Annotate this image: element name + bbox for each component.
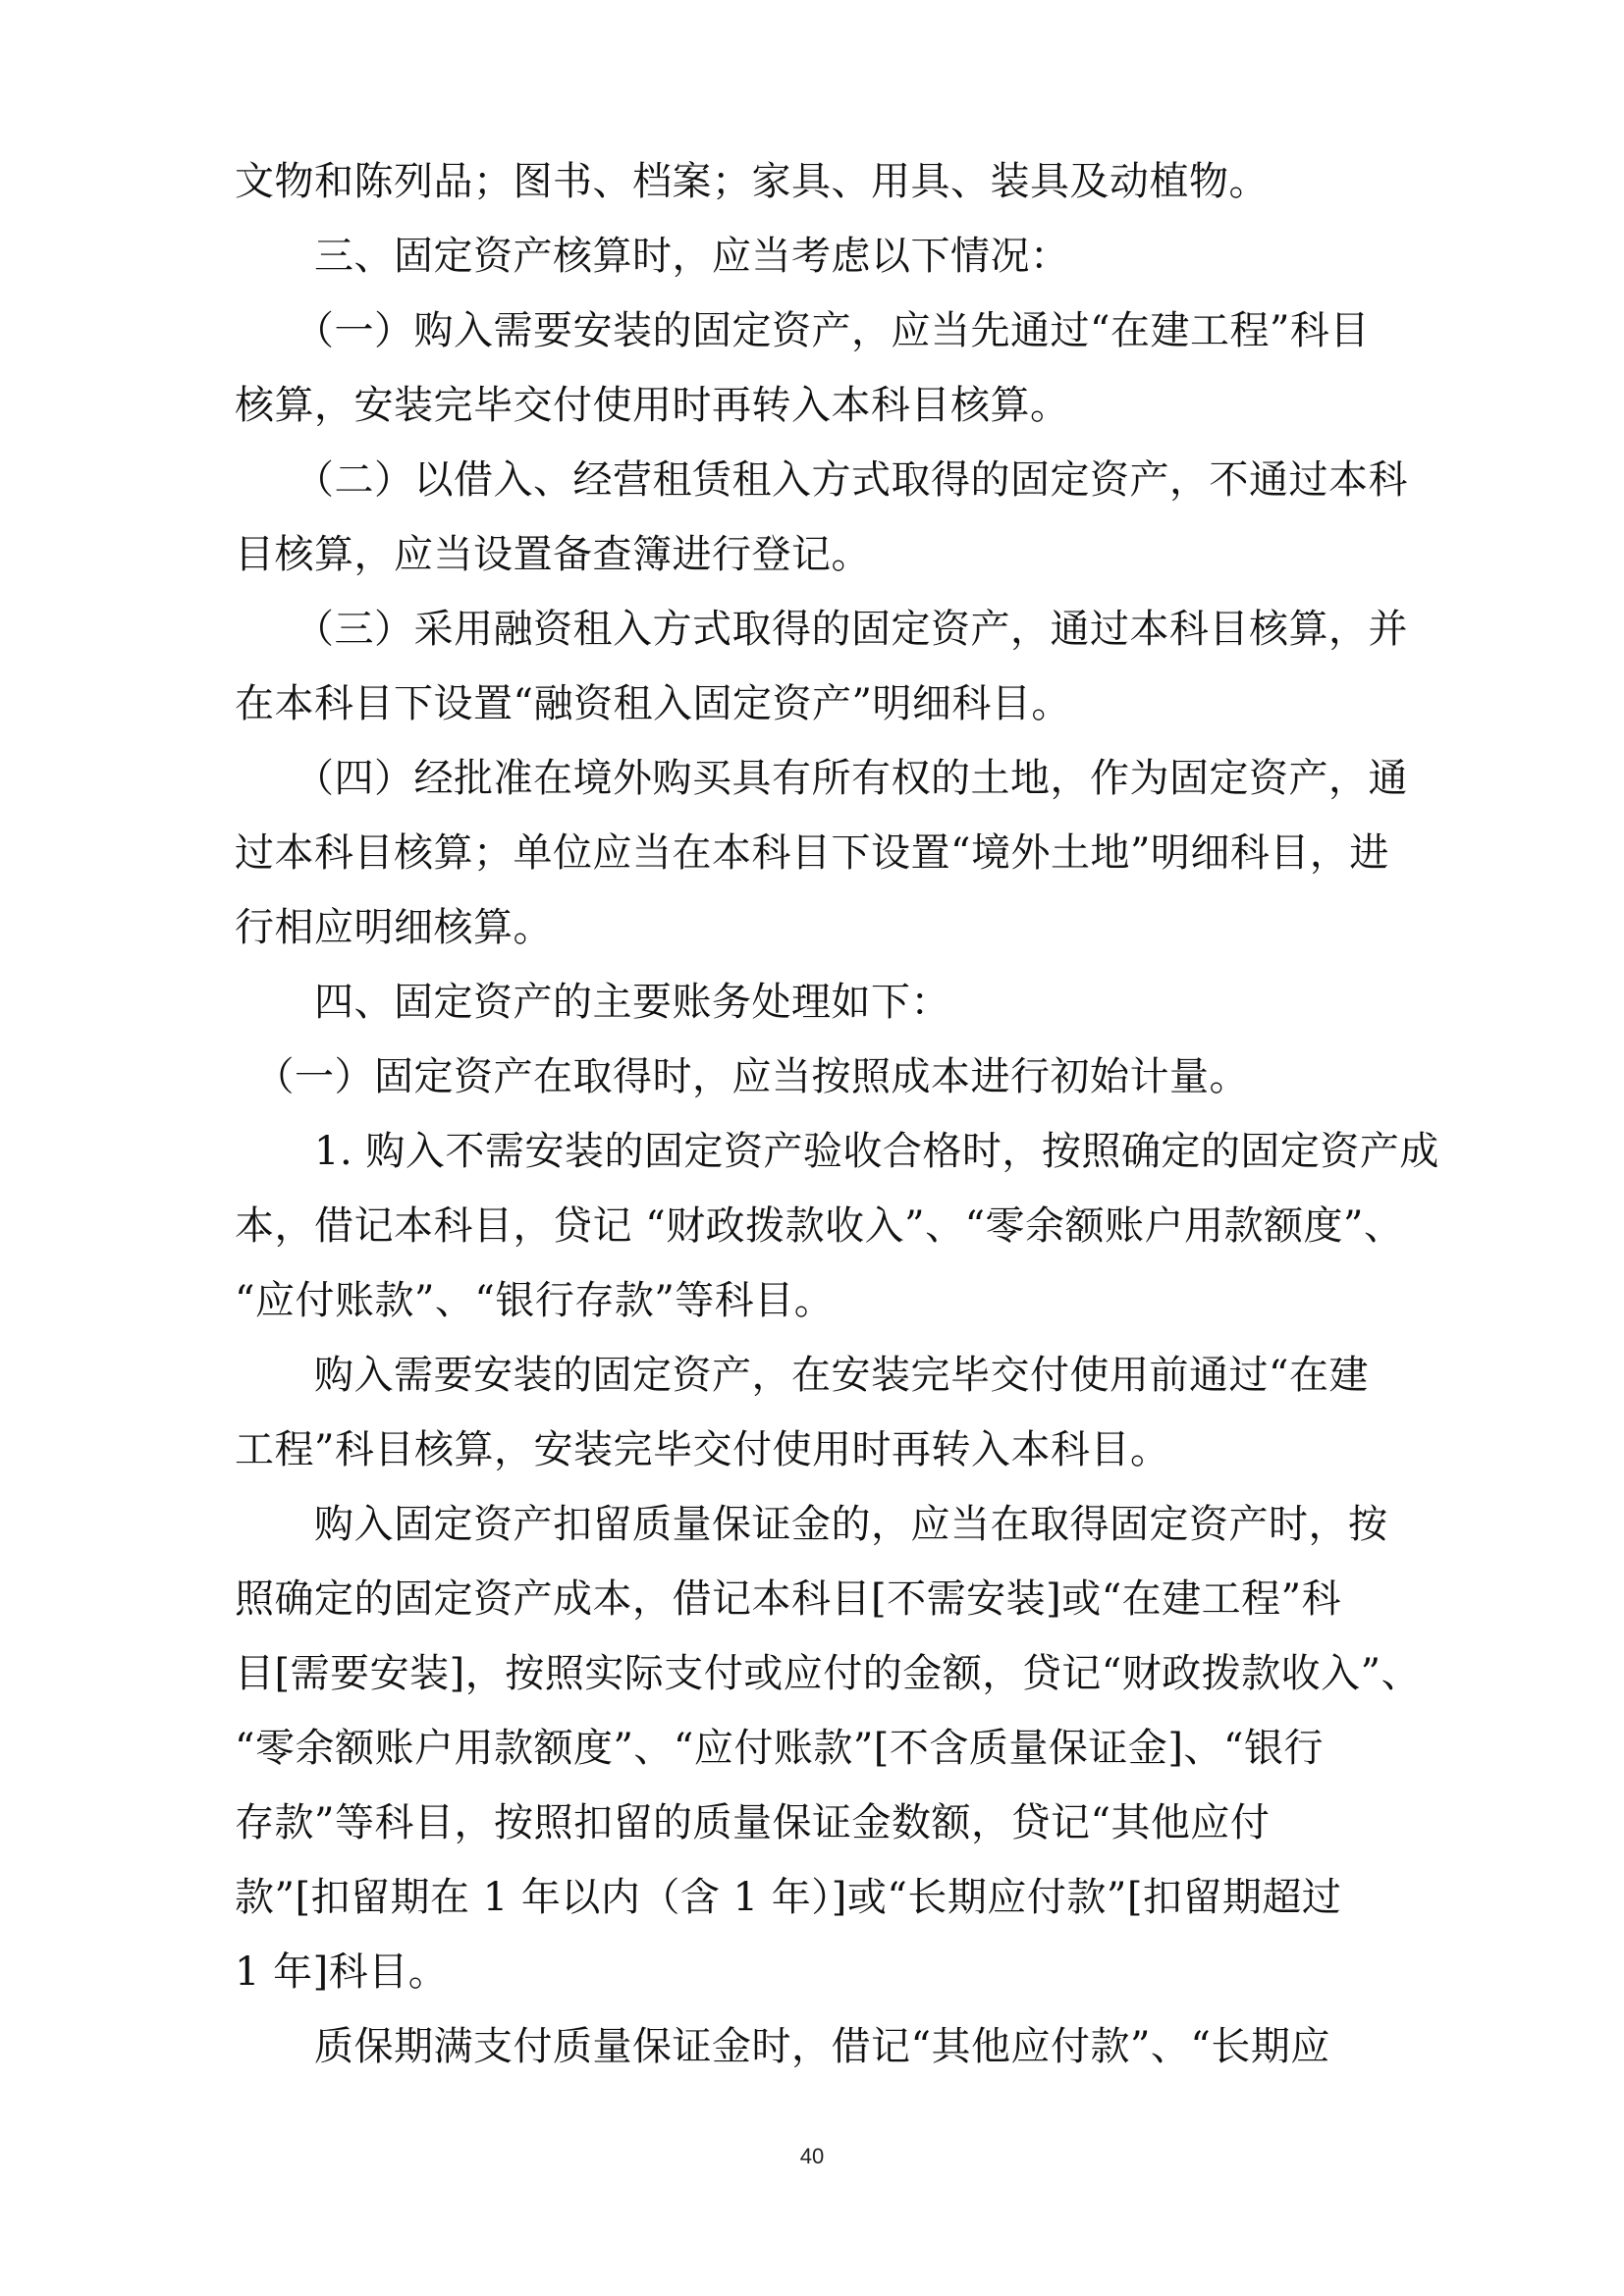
text-line: 四、固定资产的主要账务处理如下：: [235, 980, 950, 1025]
text-line: 核算，安装完毕交付使用时再转入本科目核算。: [235, 383, 1070, 428]
text-line: 行相应明细核算。: [235, 905, 553, 950]
text-line: （二）以借入、经营租赁租入方式取得的固定资产，不通过本科: [235, 457, 1408, 503]
text-line: （一）固定资产在取得时，应当按照成本进行初始计量。: [235, 1054, 1249, 1099]
text-line: 1 年]科目。: [235, 1949, 449, 1995]
text-line: （三）采用融资租入方式取得的固定资产，通过本科目核算，并: [235, 607, 1408, 652]
text-line: 款”[扣留期在 1 年以内（含 1 年）]或“长期应付款”[扣留期超过: [235, 1875, 1342, 1920]
text-line: 目核算，应当设置备查簿进行登记。: [235, 532, 871, 577]
text-line: 存款”等科目，按照扣留的质量保证金数额，贷记“其他应付: [235, 1800, 1271, 1845]
text-line: 照确定的固定资产成本，借记本科目[不需安装]或“在建工程”科: [235, 1576, 1342, 1622]
text-line: （一）购入需要安装的固定资产，应当先通过“在建工程”科目: [235, 308, 1370, 353]
text-line: 目[需要安装]，按照实际支付或应付的金额，贷记“财政拨款收入”、: [235, 1651, 1422, 1696]
text-line: “零余额账户用款额度”、“应付账款”[不含质量保证金]、“银行: [235, 1726, 1324, 1771]
text-line: 1. 购入不需安装的固定资产验收合格时，按照确定的固定资产成: [235, 1129, 1439, 1174]
text-line: 文物和陈列品；图书、档案；家具、用具、装具及动植物。: [235, 159, 1269, 204]
text-line: 购入需要安装的固定资产，在安装完毕交付使用前通过“在建: [235, 1353, 1369, 1398]
text-line: 工程”科目核算，安装完毕交付使用时再转入本科目。: [235, 1427, 1170, 1472]
text-line: 在本科目下设置“融资租入固定资产”明细科目。: [235, 681, 1071, 726]
text-line: “应付账款”、“银行存款”等科目。: [235, 1278, 835, 1323]
text-line: 本，借记本科目，贷记 “财政拨款收入”、“零余额账户用款额度”、: [235, 1203, 1404, 1249]
text-line: 过本科目核算；单位应当在本科目下设置“境外土地”明细科目，进: [235, 830, 1389, 876]
text-line: （四）经批准在境外购买具有所有权的土地，作为固定资产，通: [235, 756, 1408, 801]
page-number: 40: [799, 2144, 825, 2168]
text-line: 质保期满支付质量保证金时，借记“其他应付款”、“长期应: [235, 2024, 1330, 2069]
text-line: 三、固定资产核算时，应当考虑以下情况：: [235, 234, 1070, 279]
text-line: 购入固定资产扣留质量保证金的，应当在取得固定资产时，按: [235, 1502, 1388, 1547]
